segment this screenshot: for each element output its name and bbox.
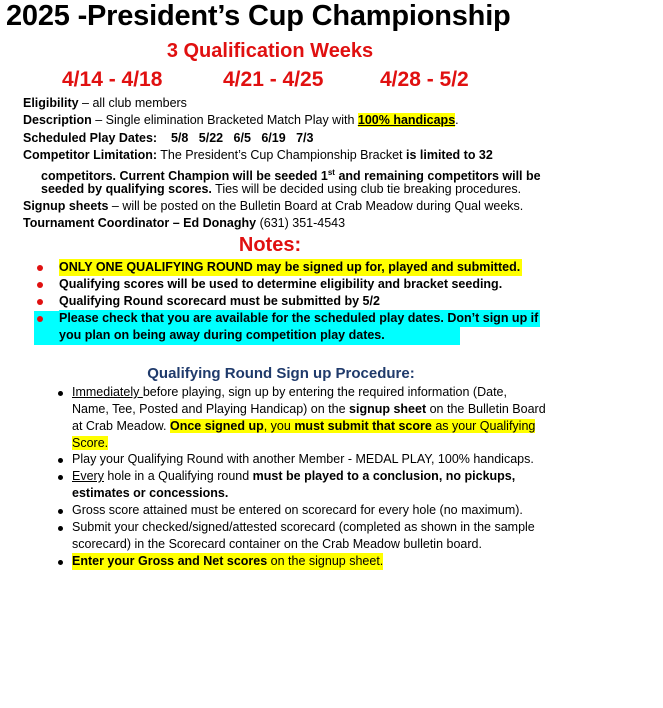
procedure-3-c: estimates or concessions. [72,486,229,500]
bullet-dot-icon [37,299,43,305]
must-submit-text: must submit that score [294,419,432,433]
signup-label: Signup sheets [23,199,109,213]
procedure-1-line-2 [72,401,546,418]
procedure-5-line-1: Submit your checked/signed/attested scorecard (completed as shown in the sample [72,520,535,534]
gross-net-text: Enter your Gross and Net scores [72,554,268,568]
procedure-3-line-1 [72,468,515,485]
signup-sheet-text: signup sheet [349,402,427,416]
competitor-superscript: st [327,168,335,177]
week-1: 4/14 - 4/18 [62,68,163,91]
competitor-line3-a: seeded by qualifying scores. [41,182,212,196]
competitor-label: Competitor Limitation: [23,148,158,162]
competitor-line-1 [23,147,493,164]
bullet-dot-icon [58,560,63,565]
coordinator-label: Tournament Coordinator – Ed Donaghy [23,216,257,230]
notes-heading: Notes: [238,234,302,256]
procedure-1-c3: , you [263,419,295,433]
note-2: Qualifying scores will be used to determine eligibility and bracket seeding. [59,277,503,291]
procedure-1-c5: as your Qualifying [431,419,536,433]
bullet-dot-icon [58,526,63,531]
procedure-6-b: on the signup sheet. [267,554,384,568]
qualification-weeks-heading: 3 Qualification Weeks [166,40,374,62]
bullet-dot-icon [58,391,63,396]
description-label: Description [23,113,92,127]
procedure-1-d: Score. [72,436,109,450]
eligibility-text: – all club members [78,96,187,110]
procedure-3-a: hole in a Qualifying round [103,469,253,483]
competitor-line2-a: competitors. Current Champion will be seeded 1 [41,169,328,184]
scheduled-dates-line [23,130,313,147]
procedure-1-b1: Name, Tee, Posted and Playing Handicap) on the [72,402,350,416]
bullet-dot-icon [37,282,43,288]
bullet-dot-icon [58,458,63,463]
coordinator-line [23,215,345,232]
note-1: ONLY ONE QUALIFYING ROUND may be signed up for, played and submitted. [59,260,521,274]
handicaps-highlight: 100% handicaps [357,113,456,127]
competitor-line2-b: and remaining competitors will be [334,169,541,184]
once-signed-up-text: Once signed up [169,419,264,433]
description-text: – Single elimination Bracketed Match Play with [91,113,358,127]
description-line [23,112,459,129]
procedure-5-line-2: scorecard) in the Scorecard container on the Crab Meadow bulletin board. [72,537,482,551]
competitor-text-2: is limited to 32 [406,148,493,162]
signup-line [23,198,523,215]
competitor-text-1: The President’s Cup Championship Bracket [157,148,406,162]
procedure-4: Gross score attained must be entered on scorecard for every hole (no maximum). [72,503,523,517]
bullet-dot-icon [37,265,43,271]
bullet-dot-icon [37,316,43,322]
eligibility-line [23,95,187,112]
procedure-2: Play your Qualifying Round with another Member - MEDAL PLAY, 100% handicaps. [72,452,534,466]
scheduled-label: Scheduled Play Dates: [23,131,158,145]
procedure-1-b3: on the Bulletin Board [426,402,546,416]
bullet-dot-icon [58,475,63,480]
procedure-1-line-1 [72,384,507,401]
scheduled-dates: 5/8 5/22 6/5 6/19 7/3 [170,131,314,145]
week-3: 4/28 - 5/2 [380,68,469,91]
procedure-heading: Qualifying Round Sign up Procedure: [147,365,415,382]
coordinator-phone: (631) 351-4543 [256,216,346,230]
week-2: 4/21 - 4/25 [223,68,324,91]
description-end: . [455,113,459,127]
procedure-1-a: before playing, sign up by entering the required information (Date, [142,385,507,399]
immediately-text: Immediately [72,385,143,399]
competitor-line-3 [41,181,521,198]
procedure-6 [72,553,383,570]
bullet-dot-icon [58,509,63,514]
page-title: 2025 -President’s Cup Championship [6,0,511,32]
note-3: Qualifying Round scorecard must be submitted by 5/2 [59,294,380,308]
signup-text: – will be posted on the Bulletin Board at Crab Meadow during Qual weeks. [108,199,524,213]
note-4-line-1: Please check that you are available for the scheduled play dates. Don’t sign up if [59,311,539,325]
procedure-1-c1: at Crab Meadow. [72,419,170,433]
note-4-line-2: you plan on being away during competition play dates. [59,328,385,342]
procedure-3-b: must be played to a conclusion, no pickups, [252,469,516,483]
procedure-3-line-2 [72,485,228,502]
every-text: Every [72,469,104,483]
procedure-1-line-4 [72,435,108,452]
competitor-line3-b: Ties will be decided using club tie breaking procedures. [211,182,522,196]
eligibility-label: Eligibility [23,96,79,110]
procedure-1-line-3 [72,418,535,435]
